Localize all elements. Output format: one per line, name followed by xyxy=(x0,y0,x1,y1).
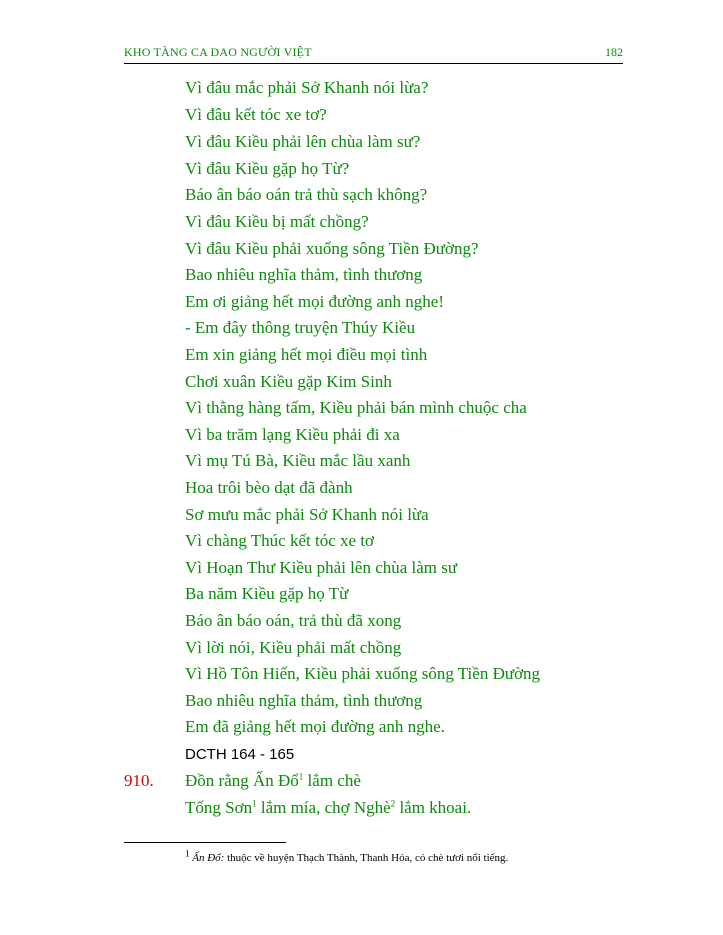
verse-line: Ba năm Kiều gặp họ Từ xyxy=(185,584,349,603)
verse-line: Chơi xuân Kiều gặp Kim Sinh xyxy=(185,372,392,391)
verse-line: Bao nhiêu nghĩa thảm, tình thương xyxy=(185,691,423,710)
verse-line: Hoa trôi bèo dạt đã đành xyxy=(185,478,353,497)
verse-line: Vì mụ Tú Bà, Kiều mắc lầu xanh xyxy=(185,451,411,470)
poem-line-1 xyxy=(185,771,361,791)
verse-line: Sơ mưu mắc phải Sở Khanh nói lừa xyxy=(185,505,429,524)
header-title: KHO TÀNG CA DAO NGƯỜI VIỆT xyxy=(124,45,312,59)
footnote-marker: 1 xyxy=(252,798,257,809)
verse-line: Vì Hồ Tôn Hiến, Kiều phải xuống sông Tiền Đường xyxy=(185,664,541,683)
footnote-number: 1 xyxy=(185,848,190,859)
poem-number: 910. xyxy=(124,771,154,790)
verse-line: Em xin giảng hết mọi điều mọi tình xyxy=(185,345,428,364)
verse-line: Vì đâu kết tóc xe tơ? xyxy=(185,105,327,124)
poem-text: Đồn rằng Ấn Đổ xyxy=(185,771,299,790)
poem-text: lắm khoai. xyxy=(395,798,472,817)
verse-line: Vì ba trăm lạng Kiều phải đi xa xyxy=(185,425,400,444)
verse-line: Vì Hoạn Thư Kiều phải lên chùa làm sư xyxy=(185,558,458,577)
footnote-term: Ấn Đổ: xyxy=(192,852,225,864)
verse-line: Vì đâu Kiều gặp họ Từ? xyxy=(185,159,350,178)
verse-line: Báo ân báo oán trả thù sạch không? xyxy=(185,185,428,204)
source-citation: DCTH 164 - 165 xyxy=(185,746,295,763)
verse-line: Bao nhiêu nghĩa thảm, tình thương xyxy=(185,265,423,284)
verse-line: Vì đâu Kiều bị mất chồng? xyxy=(185,212,369,231)
verse-line: Em đã giảng hết mọi đường anh nghe. xyxy=(185,717,445,736)
verse-line: Vì đâu Kiều phải xuống sông Tiền Đường? xyxy=(185,239,479,258)
verse-line: Vì lời nói, Kiều phải mất chồng xyxy=(185,638,402,657)
page-number: 182 xyxy=(605,45,623,59)
verse-line: Vì đâu mắc phải Sở Khanh nói lừa? xyxy=(185,78,429,97)
header-divider xyxy=(124,63,623,64)
poem-text: lắm chè xyxy=(303,771,361,790)
footnote-text: thuộc về huyện Thạch Thành, Thanh Hóa, có chè tươi nổi tiếng. xyxy=(224,852,509,864)
verse-line: Vì chàng Thúc kết tóc xe tơ xyxy=(185,531,375,550)
verse-line: Vì đâu Kiều phải lên chùa làm sư? xyxy=(185,132,421,151)
verse-line: Báo ân báo oán, trả thù đã xong xyxy=(185,611,402,630)
verse-line: Vì thằng hàng tấm, Kiều phải bán mình chuộc cha xyxy=(185,398,527,417)
footnote xyxy=(185,848,509,864)
poem-text: lắm mía, chợ Nghè xyxy=(256,798,391,817)
footnote-marker: 1 xyxy=(298,771,304,782)
verse-line: - Em đây thông truyện Thúy Kiều xyxy=(185,318,416,337)
poem-line-2 xyxy=(185,798,471,818)
footnote-marker: 2 xyxy=(390,798,396,809)
verse-line: Em ơi giảng hết mọi đường anh nghe! xyxy=(185,292,445,311)
poem-text: Tống Sơn xyxy=(185,798,253,817)
footnote-divider xyxy=(124,842,286,843)
